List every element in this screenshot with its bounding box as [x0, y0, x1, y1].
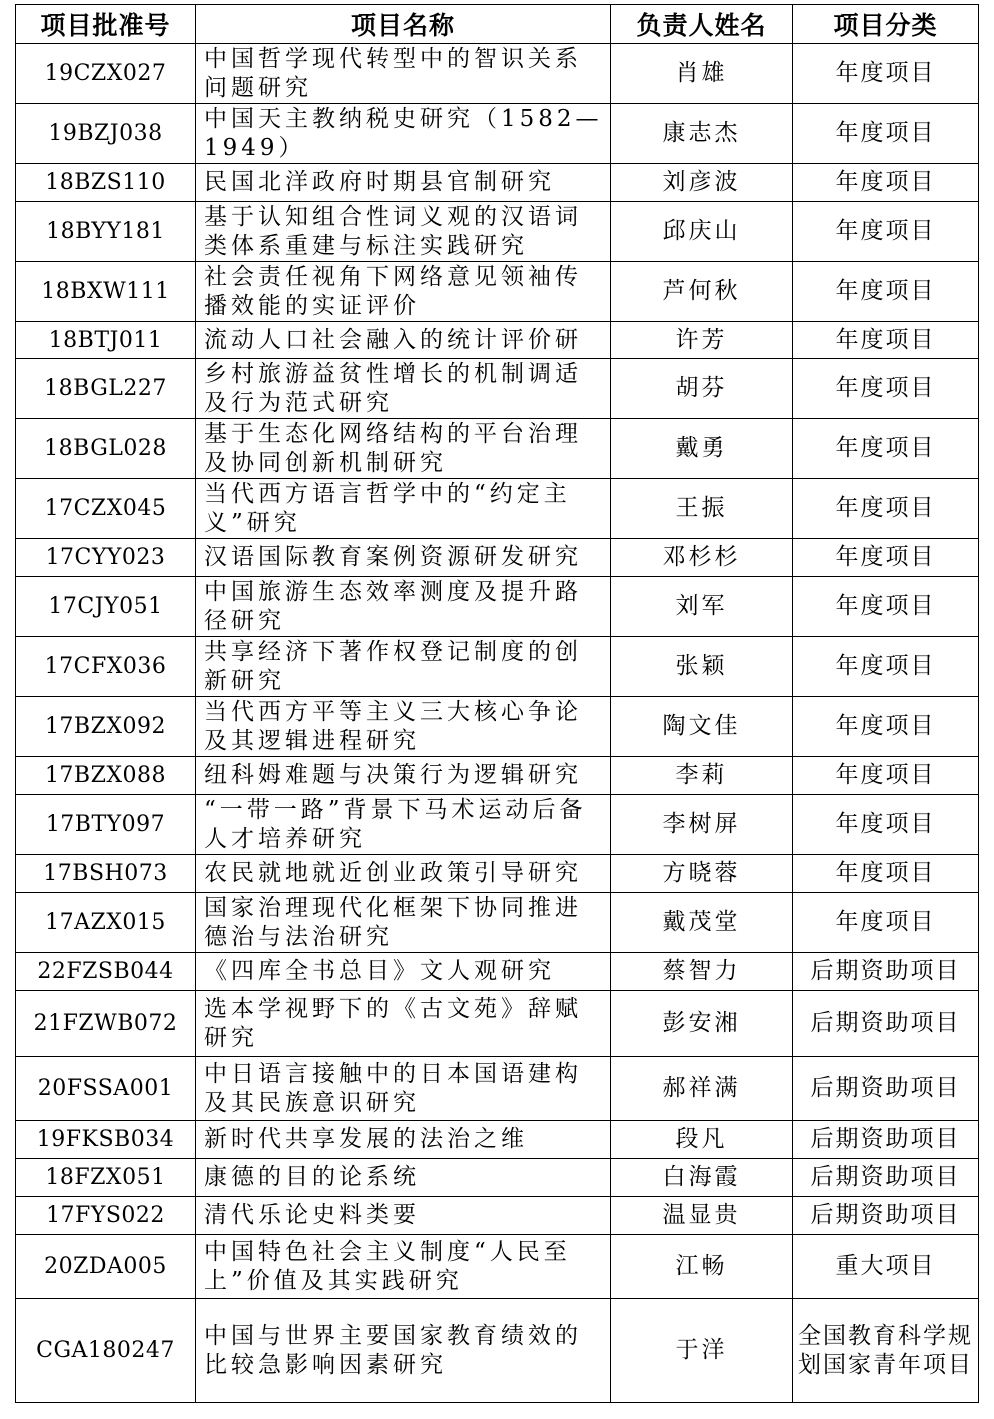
person-cell: 王振	[611, 479, 793, 539]
category-cell: 年度项目	[793, 637, 979, 697]
person-cell: 陶文佳	[611, 697, 793, 757]
projects-table	[15, 4, 979, 1403]
code-cell: CGA180247	[16, 1299, 196, 1403]
table-row	[16, 202, 979, 262]
person-cell: 白海霞	[611, 1159, 793, 1197]
name-cell: “一带一路”背景下马术运动后备人才培养研究	[196, 795, 611, 855]
table-row	[16, 855, 979, 893]
name-cell: 国家治理现代化框架下协同推进德治与法治研究	[196, 893, 611, 953]
person-cell: 李树屏	[611, 795, 793, 855]
category-cell: 年度项目	[793, 539, 979, 577]
table-row	[16, 991, 979, 1057]
person-cell: 蔡智力	[611, 953, 793, 991]
table-row	[16, 479, 979, 539]
table-row	[16, 757, 979, 795]
category-cell: 后期资助项目	[793, 953, 979, 991]
name-cell: 选本学视野下的《古文苑》辞赋研究	[196, 991, 611, 1057]
code-cell: 17CFX036	[16, 637, 196, 697]
category-cell: 年度项目	[793, 262, 979, 322]
code-cell: 18BYY181	[16, 202, 196, 262]
name-cell: 中国哲学现代转型中的智识关系问题研究	[196, 44, 611, 104]
category-cell: 后期资助项目	[793, 1159, 979, 1197]
category-cell: 重大项目	[793, 1235, 979, 1299]
header-name: 项目名称	[196, 5, 611, 44]
code-cell: 19CZX027	[16, 44, 196, 104]
code-cell: 18BZS110	[16, 164, 196, 202]
category-cell: 年度项目	[793, 359, 979, 419]
table-row	[16, 322, 979, 359]
category-cell: 年度项目	[793, 322, 979, 359]
code-cell: 19FKSB034	[16, 1121, 196, 1159]
category-cell: 后期资助项目	[793, 1121, 979, 1159]
category-cell: 年度项目	[793, 104, 979, 164]
table-row	[16, 164, 979, 202]
table-row	[16, 1197, 979, 1235]
header-code: 项目批准号	[16, 5, 196, 44]
table-row	[16, 419, 979, 479]
table-row	[16, 359, 979, 419]
name-cell: 当代西方平等主义三大核心争论及其逻辑进程研究	[196, 697, 611, 757]
name-cell: 基于认知组合性词义观的汉语词类体系重建与标注实践研究	[196, 202, 611, 262]
person-cell: 彭安湘	[611, 991, 793, 1057]
category-cell: 年度项目	[793, 419, 979, 479]
name-cell: 中国天主教纳税史研究（1582—1949）	[196, 104, 611, 164]
category-cell: 后期资助项目	[793, 1057, 979, 1121]
category-cell: 年度项目	[793, 795, 979, 855]
category-cell: 年度项目	[793, 697, 979, 757]
name-cell: 乡村旅游益贫性增长的机制调适及行为范式研究	[196, 359, 611, 419]
person-cell: 李莉	[611, 757, 793, 795]
name-cell: 农民就地就近创业政策引导研究	[196, 855, 611, 893]
name-cell: 社会责任视角下网络意见领袖传播效能的实证评价	[196, 262, 611, 322]
header-person: 负责人姓名	[611, 5, 793, 44]
code-cell: 18BGL227	[16, 359, 196, 419]
name-cell: 《四库全书总目》文人观研究	[196, 953, 611, 991]
code-cell: 18BGL028	[16, 419, 196, 479]
person-cell: 段凡	[611, 1121, 793, 1159]
code-cell: 20ZDA005	[16, 1235, 196, 1299]
person-cell: 江畅	[611, 1235, 793, 1299]
person-cell: 刘军	[611, 577, 793, 637]
table-row	[16, 1299, 979, 1403]
code-cell: 18BXW111	[16, 262, 196, 322]
person-cell: 温显贵	[611, 1197, 793, 1235]
table-row	[16, 44, 979, 104]
name-cell: 共享经济下著作权登记制度的创新研究	[196, 637, 611, 697]
person-cell: 刘彦波	[611, 164, 793, 202]
table-row	[16, 795, 979, 855]
code-cell: 17CYY023	[16, 539, 196, 577]
person-cell: 戴茂堂	[611, 893, 793, 953]
table-row	[16, 1159, 979, 1197]
category-cell: 年度项目	[793, 479, 979, 539]
category-cell: 年度项目	[793, 577, 979, 637]
table-row	[16, 104, 979, 164]
name-cell: 清代乐论史料类要	[196, 1197, 611, 1235]
name-cell: 中国旅游生态效率测度及提升路径研究	[196, 577, 611, 637]
person-cell: 胡芬	[611, 359, 793, 419]
code-cell: 17BZX092	[16, 697, 196, 757]
person-cell: 邓杉杉	[611, 539, 793, 577]
name-cell: 汉语国际教育案例资源研发研究	[196, 539, 611, 577]
code-cell: 17BSH073	[16, 855, 196, 893]
code-cell: 18BTJ011	[16, 322, 196, 359]
category-cell: 年度项目	[793, 757, 979, 795]
person-cell: 芦何秋	[611, 262, 793, 322]
code-cell: 17CJY051	[16, 577, 196, 637]
person-cell: 郝祥满	[611, 1057, 793, 1121]
person-cell: 肖雄	[611, 44, 793, 104]
name-cell: 当代西方语言哲学中的“约定主义”研究	[196, 479, 611, 539]
person-cell: 康志杰	[611, 104, 793, 164]
table-row	[16, 637, 979, 697]
category-cell: 年度项目	[793, 855, 979, 893]
header-category: 项目分类	[793, 5, 979, 44]
name-cell: 中国与世界主要国家教育绩效的比较急影响因素研究	[196, 1299, 611, 1403]
code-cell: 17AZX015	[16, 893, 196, 953]
table-row	[16, 577, 979, 637]
table-row	[16, 1057, 979, 1121]
category-cell: 全国教育科学规划国家青年项目	[793, 1299, 979, 1403]
code-cell: 19BZJ038	[16, 104, 196, 164]
code-cell: 22FZSB044	[16, 953, 196, 991]
code-cell: 17BTY097	[16, 795, 196, 855]
name-cell: 中日语言接触中的日本国语建构及其民族意识研究	[196, 1057, 611, 1121]
person-cell: 张颖	[611, 637, 793, 697]
name-cell: 民国北洋政府时期县官制研究	[196, 164, 611, 202]
category-cell: 后期资助项目	[793, 991, 979, 1057]
table-row	[16, 697, 979, 757]
person-cell: 戴勇	[611, 419, 793, 479]
table-row	[16, 953, 979, 991]
code-cell: 21FZWB072	[16, 991, 196, 1057]
person-cell: 邱庆山	[611, 202, 793, 262]
person-cell: 许芳	[611, 322, 793, 359]
code-cell: 17FYS022	[16, 1197, 196, 1235]
code-cell: 17BZX088	[16, 757, 196, 795]
category-cell: 年度项目	[793, 164, 979, 202]
table-row	[16, 539, 979, 577]
name-cell: 中国特色社会主义制度“人民至上”价值及其实践研究	[196, 1235, 611, 1299]
person-cell: 方晓蓉	[611, 855, 793, 893]
category-cell: 后期资助项目	[793, 1197, 979, 1235]
header-row	[16, 5, 979, 44]
code-cell: 17CZX045	[16, 479, 196, 539]
name-cell: 新时代共享发展的法治之维	[196, 1121, 611, 1159]
person-cell: 于洋	[611, 1299, 793, 1403]
table-row	[16, 1121, 979, 1159]
name-cell: 基于生态化网络结构的平台治理及协同创新机制研究	[196, 419, 611, 479]
table-row	[16, 1235, 979, 1299]
category-cell: 年度项目	[793, 893, 979, 953]
name-cell: 康德的目的论系统	[196, 1159, 611, 1197]
name-cell: 纽科姆难题与决策行为逻辑研究	[196, 757, 611, 795]
category-cell: 年度项目	[793, 202, 979, 262]
category-cell: 年度项目	[793, 44, 979, 104]
table-row	[16, 262, 979, 322]
code-cell: 18FZX051	[16, 1159, 196, 1197]
name-cell: 流动人口社会融入的统计评价研	[196, 322, 611, 359]
code-cell: 20FSSA001	[16, 1057, 196, 1121]
table-row	[16, 893, 979, 953]
